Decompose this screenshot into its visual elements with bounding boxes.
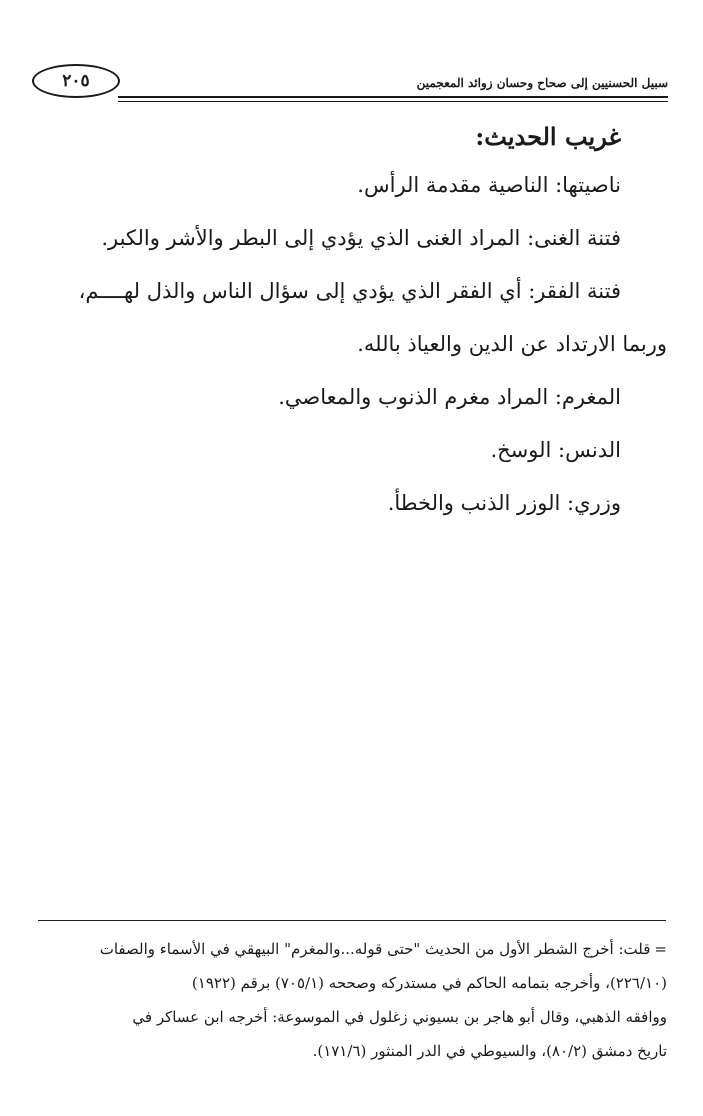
footnote-separator (38, 920, 666, 921)
footnote-line: تاريخ دمشق (٨٠/٢)، والسيوطي في الدر المنثور (١٧١/٦). (312, 1042, 667, 1060)
footnote-continuation-marker: = (654, 940, 667, 958)
text-line: فتنة الفقر: أي الفقر الذي يؤدي إلى سؤال الناس والذل لهــــم، (78, 279, 621, 303)
text-line: وزري: الوزر الذنب والخطأ. (387, 491, 621, 515)
text-line: فتنة الغنى: المراد الغنى الذي يؤدي إلى البطر والأشر والكبر. (101, 226, 621, 250)
footnote (27, 932, 667, 1068)
page-number: ٢٠٥ (32, 64, 120, 98)
header-rule-thin (118, 101, 668, 102)
text-line: الدنس: الوسخ. (490, 438, 621, 462)
text-line: المغرم: المراد مغرم الذنوب والمعاصي. (278, 385, 621, 409)
text-line: ناصيتها: الناصية مقدمة الرأس. (357, 173, 621, 197)
text-line: وربما الارتداد عن الدين والعياذ بالله. (357, 332, 667, 356)
running-header (32, 62, 668, 102)
running-title: سبيل الحسنيين إلى صحاح وحسان زوائد المعجمين (416, 76, 668, 90)
footnote-text: قلت: أخرج الشطر الأول من الحديث "حتى قوله...والمغرم" البيهقي في الأسماء والصفات (99, 940, 651, 958)
main-text (61, 115, 667, 530)
header-rule (118, 96, 668, 98)
section-heading: غريب الحديث: (475, 122, 621, 151)
footnote-line: ووافقه الذهبي، وقال أبو هاجر بن بسيوني زغلول في الموسوعة: أخرجه ابن عساكر في (132, 1008, 667, 1026)
footnote-line: (٢٢٦/١٠)، وأخرجه بتمامه الحاكم في مستدركه وصححه (٧٠٥/١) برقم (١٩٢٢) (191, 974, 667, 992)
footnote-line (27, 932, 667, 966)
